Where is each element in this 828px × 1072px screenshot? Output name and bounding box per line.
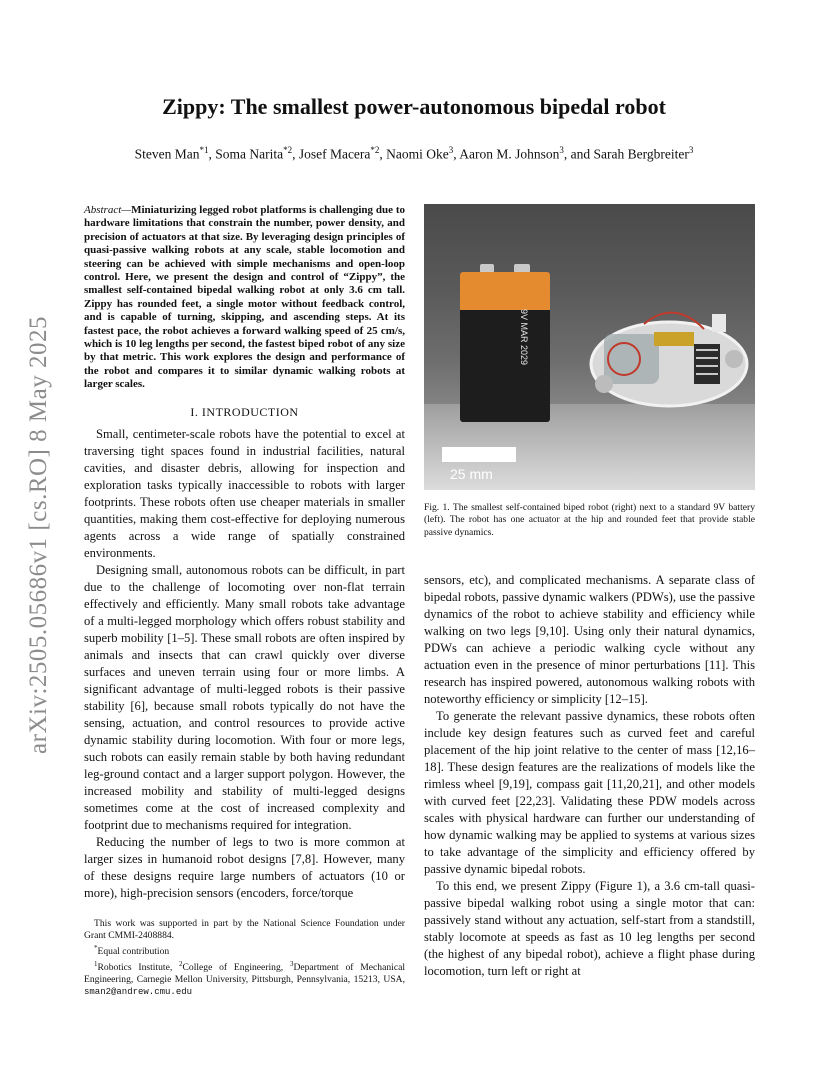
footnote-funding: This work was supported in part by the National Science Foundation under Grant CMMI-2408884. — [84, 918, 405, 941]
robot-image — [584, 304, 754, 414]
figure-1-photo — [424, 204, 755, 490]
author-email: sman2@andrew.cmu.edu — [84, 987, 193, 998]
footnote-mark: * — [94, 944, 98, 952]
arxiv-identifier: arXiv:2505.05686v1 [cs.RO] 8 May 2025 — [25, 316, 52, 754]
paper-title: Zippy: The smallest power-autonomous bipedal robot — [162, 94, 666, 119]
9v-battery-image — [460, 272, 550, 422]
footnote-affiliations: $^1$Robotics Institute, $^2$College of Engineering, $^3$Department of Mechanical Engineering, Carnegie Mellon University, Pittsburgh, Pennsylvania, 15213, USA, sman2@andrew.cmu.edu — [84, 960, 406, 998]
paragraph: To this end, we present Zippy (Figure 1), a 3.6 cm-tall quasi-passive bipedal walking robot using a single motor that can: passively stand without any actuation, self-start from a standstill, stably locomote at speeds as fast as 10 leg lengths per second (the highest of any bipedal robot), achieve a flight phase during locomotion, turn left or right at — [424, 879, 755, 978]
footnotes — [84, 918, 405, 998]
author-name: Naomi Oke — [386, 146, 449, 162]
author-name: Soma Narita — [215, 146, 284, 162]
author-name: Josef Macera — [298, 146, 371, 162]
author-name: Aaron M. Johnson — [459, 146, 560, 162]
introduction-body — [84, 426, 405, 902]
paragraph: To generate the relevant passive dynamics, these robots often include key design features such as curved feet and careful placement of the hip joint relative to the center of mass [12,16–18]. These design features are the realizations of models like the rimless wheel [9,19], compass gait [11,20,21], and other models with curved feet [22,23]. Validating these PDW models across scales with physical hardware can further our understanding of how dynamic walking may be applied to systems at various sizes to take advantage of the simplicity and efficiency offered by passive dynamic bipedal robots. — [424, 709, 755, 876]
author-name: Steven Man — [134, 146, 200, 162]
author-affiliation-mark: 3 — [688, 145, 694, 155]
right-column — [424, 572, 755, 980]
author-affiliation-mark: *2 — [283, 145, 293, 155]
paragraph: Designing small, autonomous robots can be difficult, in part due to the challenge of locomoting over non-flat terrain effectively and efficiently. Many small robots take advantage of a multi-legged morphology which offers robust stability and superb mobility [1–5]. These small robots are often inspired by animals and insects that can crawl quickly over diverse surfaces and uneven terrain using four or more limbs. A significant advantage of multi-legged robots is their passive stability [6], because small robots typically do not have the sensing, actuation, and control resources to provide active dynamic stability during locomotion. With four or more legs, such robots can easily remain stable by both having redundant leg-ground contact and a larger support polygon. However, the increased mobility and stability of multi-legged designs sometimes come at the cost of increased complexity and footprint due to mechanisms required for integration. — [84, 562, 405, 832]
paragraph: Reducing the number of legs to two is more common at larger sizes in humanoid robot designs [7,8]. However, many of these designs require large numbers of actuators (10 or more), high-precision sensors (encoders, force/torque — [84, 834, 405, 900]
left-column — [84, 204, 405, 902]
section-heading-introduction: I. INTRODUCTION — [190, 404, 299, 419]
figure-1-caption: Fig. 1. The smallest self-contained biped robot (right) next to a standard 9V battery (left). The robot has one actuator at the hip and rounded feet that provide stable passive dynamics. — [424, 502, 755, 538]
abstract-lead: Abstract— — [84, 204, 132, 216]
abstract-text: Miniaturizing legged robot platforms is challenging due to hardware limitations that constrain the number, power density, and precision of actuators at that size. By leveraging design principles of quasi-passive walking robots at any scale, stable locomotion and steering can be achieved with simple mechanisms and open-loop control. Here, we present the design and control of “Zippy”, the smallest self-contained bipedal walking robot at only 3.6 cm tall. Zippy has rounded feet, a single motor without feedback control, and is capable of turning, skipping, and ascending steps. At its fastest pace, the robot achieves a forward walking speed of 25 cm/s, which is 10 leg lengths per second, the fastest biped robot of any size by that metric. This work explores the design and performance of the robot and compares it to similar dynamic walking robots at larger scales. — [84, 204, 405, 391]
abstract — [84, 204, 405, 392]
author-affiliation-mark: *2 — [370, 145, 380, 155]
author-affiliation-mark: 3 — [448, 145, 454, 155]
battery-label: 9V MAR 2029 — [519, 308, 530, 366]
battery-black-body — [460, 310, 550, 422]
scale-bar — [442, 447, 516, 462]
scale-bar-label: 25 mm — [450, 466, 493, 482]
author-affiliation-mark: *1 — [199, 145, 209, 155]
footnote-equal-contribution: *Equal contribution — [94, 944, 170, 958]
paragraph: Small, centimeter-scale robots have the potential to excel at traversing tight spaces found in industrial facilities, natural cavities, and disaster debris, allowing for inspection and exploration tasks typically inaccessible to robots with larger footprints. These robots often use cheaper materials in smaller quantities, making them cost-effective for deploying numerous agents across a wide range of spatially constrained environments. — [84, 426, 405, 560]
author-list: Steven Man$^{*1}$, Soma Narita$^{*2}$, Josef Macera$^{*2}$, Naomi Oke$^3$, Aaron M. Johnson$^3$, and Sarah Bergbreiter$^3$ — [134, 145, 694, 162]
arxiv-sidebar-stamp — [22, 300, 56, 770]
author-affiliation-mark: 3 — [559, 145, 564, 155]
battery-orange-band — [460, 272, 550, 312]
author-name: Sarah Bergbreiter — [593, 146, 689, 162]
paragraph: sensors, etc), and complicated mechanisms. A separate class of bipedal robots, passive dynamic walkers (PDWs), use the passive dynamics of the robot to achieve stability and efficiency while walking on two legs [9,10]. Using only their natural dynamics, PDWs can achieve a periodic walking cycle without any actuation even in the presence of minor perturbations [11]. This research has inspired powered, autonomous walking robots with noteworthy efficiency or simplicity [12–15]. — [424, 573, 755, 706]
